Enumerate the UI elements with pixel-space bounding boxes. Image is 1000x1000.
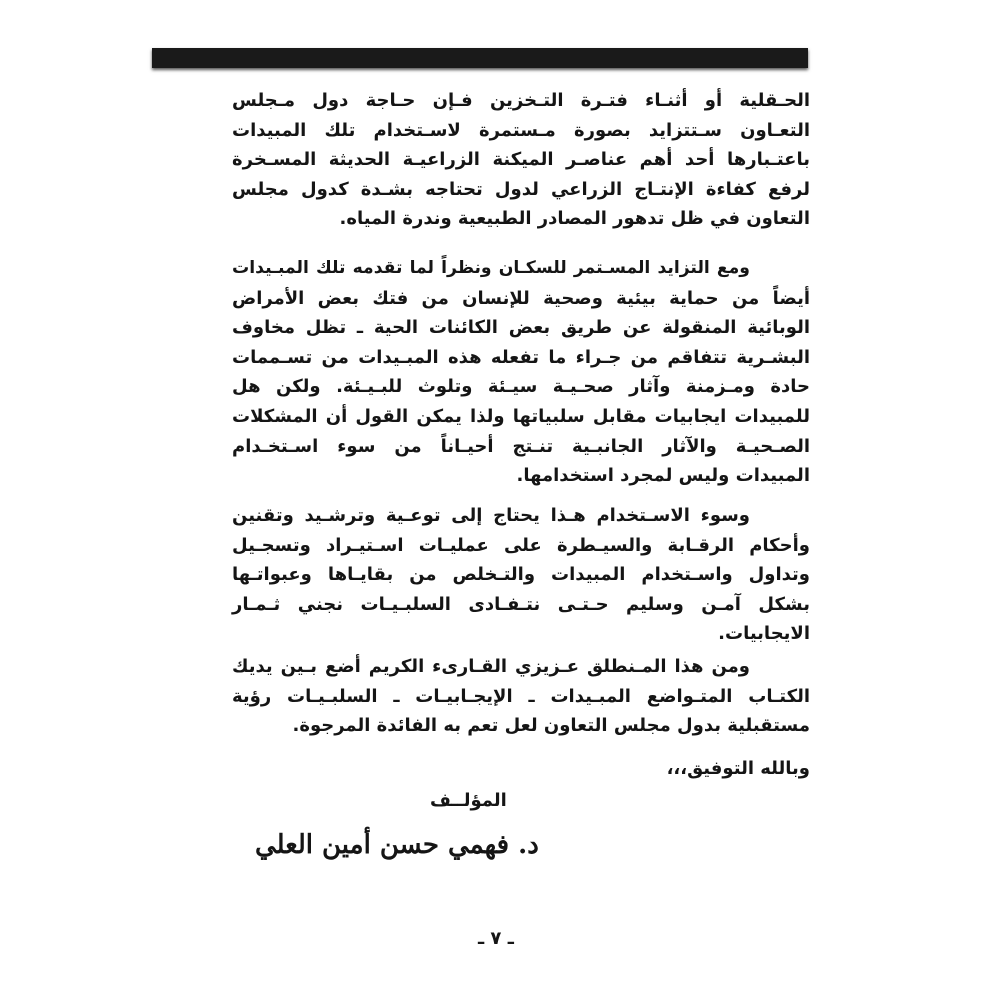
text-line: وتداول واسـتخدام المبيدات والتـخلص من بقايـاها وعبواتـها [232,564,810,586]
text-line: المبيدات وليس لمجرد استخدامها. [516,465,810,487]
text-line: الوبائية المنقولة عن طريق بعض الكائنات الحية ـ تظل مخاوف [232,317,810,339]
text-line: بشكل آمـن وسليم حـتـى نتـفـادى السلبـيـات نجني ثـمـار [232,593,810,615]
text-line: ومع التزايد المسـتمر للسكـان ونظراً لما تقدمه تلك المبـيدات [232,258,750,278]
author-name: د. فهمي حسن أمين العلي [255,830,539,860]
text-line: حادة ومـزمنة وآثار صحـيـة سيـئة وتلوث للبـيـئة. ولكن هل [232,376,810,398]
text-line: وسوء الاسـتخدام هـذا يحتاج إلى توعـية وترشـيد وتقنين [232,505,750,526]
text-line: أيضاً من حماية بيئية وصحية للإنسان من فتك بعض الأمراض [232,287,810,309]
text-line: الصـحيـة والآثار الجانبـية تنـتج أحيـاناً من سوء اسـتخـدام [232,435,810,457]
text-line: التعـاون سـتتزايد بصورة مـستمرة لاسـتخدام تلك المبيدات [232,119,810,141]
text-line: للمبيدات ايجابيات مقابل سلبياتها ولذا يمكن القول أن المشكلات [232,405,810,427]
text-line: التعاون في ظل تدهور المصادر الطبيعية وندرة المياه. [339,208,810,230]
paragraph-4 [232,652,810,741]
closing-text: وبالله التوفيق،،، [666,758,810,779]
paragraph-3 [232,501,810,649]
page-header-bar [152,48,808,68]
text-line: ومن هذا المـنطلق عـزيزي القـارىء الكريم أضع بـين يديك [232,656,750,677]
paragraph-1 [232,86,810,234]
text-line: البشـرية تتفاقم من جـراء ما تفعله هذه المبـيدات من تسـممات [232,346,810,368]
text-line: الحـقلية أو أثنـاء فتـرة التـخزين فـإن حـاجة دول مـجلس [232,90,810,111]
text-line: وأحكام الرقـابة والسيـطرة على عمليـات اسـتيـراد وتسجـيل [232,534,810,556]
author-label: المؤلــف [430,790,507,811]
text-line: الايجابيات. [718,623,810,645]
text-line: مستقبلية بدول مجلس التعاون لعل تعم به الفائدة المرجوة. [292,715,810,737]
page-number: ـ ٧ ـ [478,928,514,949]
paragraph-2 [232,254,810,491]
text-line: باعتـبارها أحد أهم عناصـر الميكنة الزراعيـة الحديثة المسـخرة [232,149,810,171]
text-line: لرفع كفاءة الإنتـاج الزراعي لدول تحتاجه بشـدة كدول مجلس [232,178,810,200]
text-line: الكتـاب المتـواضع المبـيدات ـ الإيجـابيـات ـ السلبـيـات رؤية [232,685,810,707]
